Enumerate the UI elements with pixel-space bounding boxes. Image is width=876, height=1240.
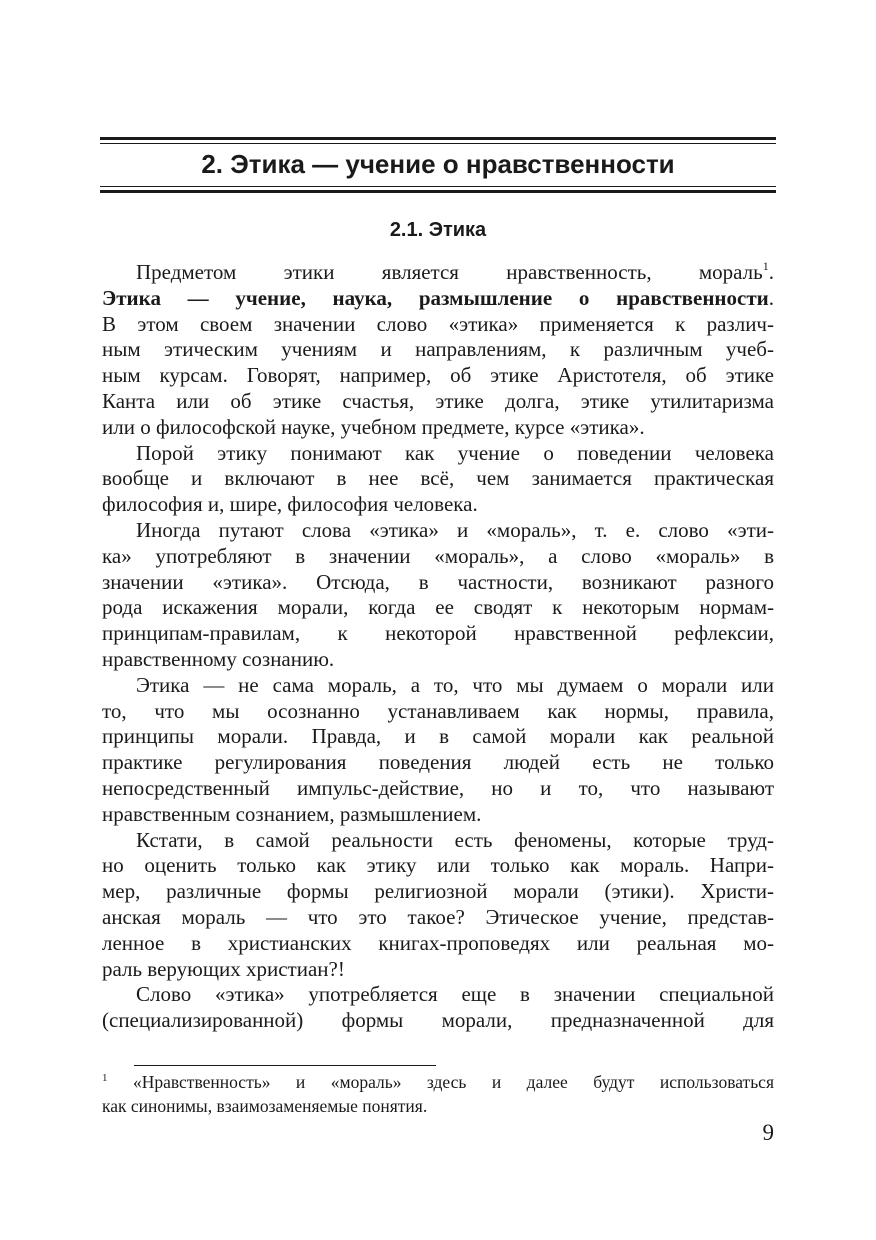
text-line: значении «этика». Отсюда, в частности, возникают разного xyxy=(102,569,774,594)
text-line: ным этическим учениям и направлениям, к различным учеб- xyxy=(102,337,774,362)
text-line: Канта или об этике счастья, этике долга, этике утилитаризма xyxy=(102,388,774,413)
text-line: раль верующих христиан?! xyxy=(102,956,345,981)
body-text xyxy=(102,260,774,1034)
text-line: Этика — не сама мораль, а то, что мы думаем о морали или xyxy=(136,672,774,697)
text-line: ленное в христианских книгах-проповедях или реальная мо- xyxy=(102,930,774,955)
footnote-line: как синонимы, взаимозаменяемые понятия. xyxy=(102,1096,428,1116)
text-line: нравственному сознанию. xyxy=(102,646,335,671)
chapter-top-rule-thick xyxy=(100,137,776,140)
text-line: вообще и включают в нее всё, чем занимается практическая xyxy=(102,466,774,491)
footnote-separator xyxy=(134,1065,436,1066)
text-line: ка» употребляют в значении «мораль», а слово «мораль» в xyxy=(102,543,774,568)
text-line: анская мораль — что это такое? Этическое учение, представ- xyxy=(102,904,774,929)
text-line xyxy=(102,260,774,286)
text-line: (специализированной) формы морали, предназначенной для xyxy=(102,1008,774,1033)
text-line: нравственным сознанием, размышлением. xyxy=(102,801,482,826)
text-line xyxy=(102,286,774,312)
footnote-ref: 1 xyxy=(762,259,769,273)
text-run: Предметом этики является нравственность, мораль xyxy=(136,260,763,284)
text-line: принципы морали. Правда, и в самой морали как реальной xyxy=(102,724,774,749)
section-title: 2.1. Этика xyxy=(389,219,487,241)
text-line: Порой этику понимают как учение о поведении человека xyxy=(136,440,774,465)
text-run: . xyxy=(768,260,774,284)
chapter-bottom-rule-thin xyxy=(100,186,776,187)
chapter-title: 2. Этика — учение о нравственности xyxy=(201,149,675,179)
chapter-bottom-rule-thick xyxy=(100,190,776,193)
footnote-line xyxy=(102,1070,774,1094)
text-line: В этом своем значении слово «этика» применяется к различ- xyxy=(102,311,774,336)
text-line: Кстати, в самой реальности есть феномены, которые труд- xyxy=(136,827,774,852)
text-line: практике регулирования поведения людей есть не только xyxy=(102,750,774,775)
footnote-mark: 1 xyxy=(102,1072,108,1084)
text-run: . xyxy=(768,285,774,310)
text-line: философия и, шире, философия человека. xyxy=(102,492,478,517)
text-line: Слово «этика» употребляется еще в значении специальной xyxy=(136,982,774,1007)
definition-bold: Этика — учение, наука, размышление о нравственности xyxy=(102,285,769,310)
text-line: принципам-правилам, к некоторой нравственной рефлексии, xyxy=(102,621,774,646)
text-line: рода искажения морали, когда ее сводят к некоторым нормам- xyxy=(102,595,774,620)
footnote-text: «Нравственность» и «мораль» здесь и далее будут использоваться xyxy=(107,1072,774,1092)
text-line: Иногда путают слова «этика» и «мораль», т. е. слово «эти- xyxy=(136,517,774,542)
text-line: непосредственный импульс-действие, но и то, что называют xyxy=(102,775,774,800)
text-line: мер, различные формы религиозной морали (этики). Христи- xyxy=(102,879,774,904)
text-line: или о философской науке, учебном предмете, курсе «этика». xyxy=(102,414,645,439)
text-line: то, что мы осознанно устанавливаем как нормы, правила, xyxy=(102,698,774,723)
footnotes xyxy=(102,1070,774,1118)
page-number: 9 xyxy=(762,1120,774,1145)
text-line: ным курсам. Говорят, например, об этике Аристотеля, об этике xyxy=(102,363,774,388)
text-line: но оценить только как этику или только как мораль. Напри- xyxy=(102,853,774,878)
